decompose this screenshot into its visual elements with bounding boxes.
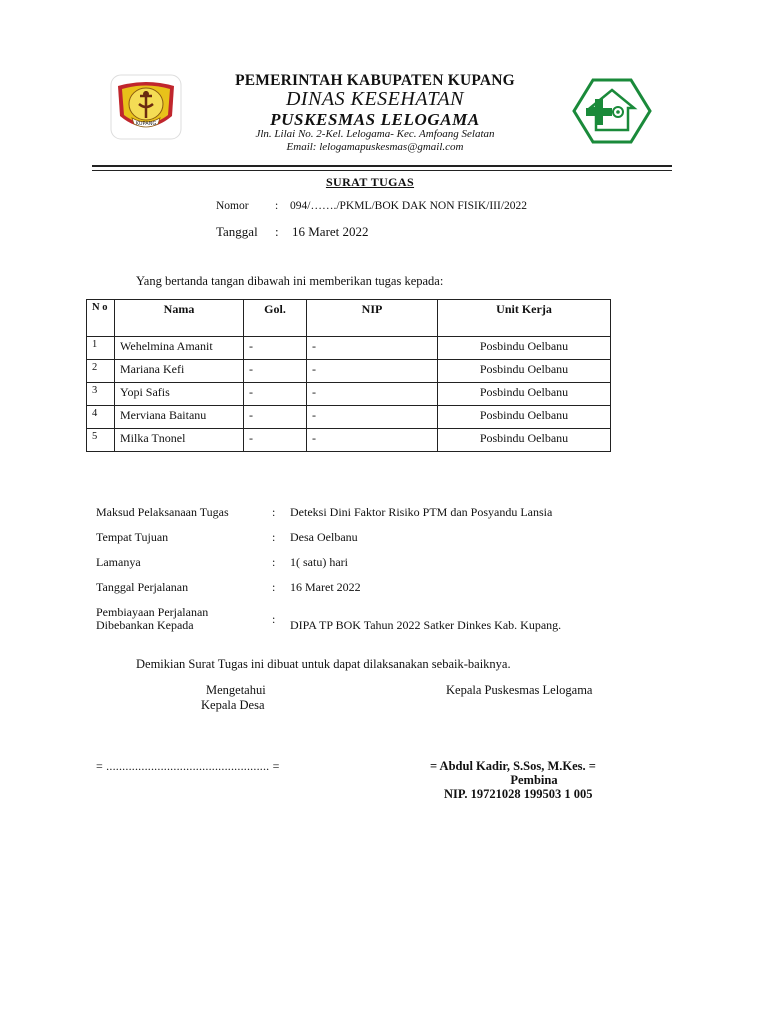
- sign-left-name-blank: = ................................................... =: [96, 759, 280, 773]
- closing-text: Demikian Surat Tugas ini dibuat untuk dapat dilaksanakan sebaik-baiknya.: [136, 657, 511, 671]
- cell-unit: Posbindu Oelbanu: [438, 383, 611, 406]
- cell-nama: Wehelmina Amanit: [115, 337, 244, 360]
- intro-text: Yang bertanda tangan dibawah ini memberikan tugas kepada:: [136, 274, 444, 288]
- cell-nip: -: [307, 360, 438, 383]
- cell-gol: -: [244, 406, 307, 429]
- header-email: Email: lelogamapuskesmas@gmail.com: [286, 141, 464, 153]
- cell-unit: Posbindu Oelbanu: [438, 406, 611, 429]
- tanggal-colon: :: [275, 224, 279, 239]
- detail-value-lamanya: 1( satu) hari: [290, 555, 348, 569]
- assignee-table: [86, 299, 611, 452]
- header-divider-thick: [92, 165, 672, 167]
- cell-no: 5: [87, 429, 115, 452]
- table-row: [87, 383, 611, 406]
- cell-unit: Posbindu Oelbanu: [438, 337, 611, 360]
- detail-label-maksud: Maksud Pelaksanaan Tugas: [96, 505, 229, 519]
- cell-nip: -: [307, 429, 438, 452]
- cell-nama: Merviana Baitanu: [115, 406, 244, 429]
- nomor-label: Nomor: [216, 200, 249, 212]
- kupang-crest-logo: [110, 74, 182, 140]
- table-row: [87, 406, 611, 429]
- col-nip: NIP: [307, 300, 438, 337]
- puskesmas-logo: [572, 78, 652, 144]
- header-divider-thin: [92, 170, 672, 171]
- cell-no: 3: [87, 383, 115, 406]
- nomor-value: 094/……./PKML/BOK DAK NON FISIK/III/2022: [290, 200, 528, 212]
- detail-colon: :: [272, 530, 276, 544]
- sign-right-nip: NIP. 19721028 199503 1 005: [444, 787, 593, 801]
- document-title: SURAT TUGAS: [325, 175, 415, 189]
- detail-colon: :: [272, 612, 276, 626]
- cell-gol: -: [244, 337, 307, 360]
- svg-text:KUPANG: KUPANG: [135, 121, 157, 127]
- col-unit-kerja: Unit Kerja: [438, 300, 611, 337]
- cell-no: 4: [87, 406, 115, 429]
- col-nama: Nama: [115, 300, 244, 337]
- cell-gol: -: [244, 360, 307, 383]
- nomor-colon: :: [275, 200, 279, 212]
- cell-no: 2: [87, 360, 115, 383]
- header-address: Jln. Lilai No. 2-Kel. Lelogama- Kec. Amfoang Selatan: [255, 128, 495, 140]
- cell-nip: -: [307, 337, 438, 360]
- header-puskesmas: PUSKESMAS LELOGAMA: [270, 110, 480, 129]
- detail-colon: :: [272, 580, 276, 594]
- cell-nama: Yopi Safis: [115, 383, 244, 406]
- col-no: N o: [87, 300, 115, 337]
- cell-gol: -: [244, 383, 307, 406]
- table-row: [87, 337, 611, 360]
- sign-left-line2: Kepala Desa: [201, 698, 265, 712]
- tanggal-label: Tanggal: [216, 224, 258, 239]
- detail-value-tempat: Desa Oelbanu: [290, 530, 358, 544]
- col-gol: Gol.: [244, 300, 307, 337]
- detail-value-maksud: Deteksi Dini Faktor Risiko PTM dan Posyandu Lansia: [290, 505, 553, 519]
- cell-no: 1: [87, 337, 115, 360]
- tanggal-value: 16 Maret 2022: [292, 224, 369, 239]
- header-government: PEMERINTAH KABUPATEN KUPANG: [235, 72, 515, 89]
- table-header-row: [87, 300, 611, 337]
- detail-label-pembiayaan-1: Pembiayaan Perjalanan: [96, 605, 209, 619]
- detail-value-tanggal: 16 Maret 2022: [290, 580, 361, 594]
- detail-colon: :: [272, 505, 276, 519]
- sign-left-line1: Mengetahui: [206, 683, 266, 697]
- cell-gol: -: [244, 429, 307, 452]
- cell-nama: Milka Tnonel: [115, 429, 244, 452]
- detail-label-pembiayaan-2: Dibebankan Kepada: [96, 618, 194, 632]
- cell-nip: -: [307, 383, 438, 406]
- cell-unit: Posbindu Oelbanu: [438, 429, 611, 452]
- detail-label-tempat: Tempat Tujuan: [96, 530, 169, 544]
- detail-label-tanggal: Tanggal Perjalanan: [96, 580, 189, 594]
- cell-unit: Posbindu Oelbanu: [438, 360, 611, 383]
- sign-right-line1: Kepala Puskesmas Lelogama: [446, 683, 593, 697]
- sign-right-rank: Pembina: [510, 773, 558, 787]
- table-row: [87, 360, 611, 383]
- header-department: DINAS KESEHATAN: [285, 88, 465, 110]
- detail-colon: :: [272, 555, 276, 569]
- detail-value-pembiayaan: DIPA TP BOK Tahun 2022 Satker Dinkes Kab. Kupang.: [290, 618, 562, 632]
- cell-nama: Mariana Kefi: [115, 360, 244, 383]
- cell-nip: -: [307, 406, 438, 429]
- table-row: [87, 429, 611, 452]
- detail-label-lamanya: Lamanya: [96, 555, 141, 569]
- sign-right-name: = Abdul Kadir, S.Sos, M.Kes. =: [430, 759, 596, 773]
